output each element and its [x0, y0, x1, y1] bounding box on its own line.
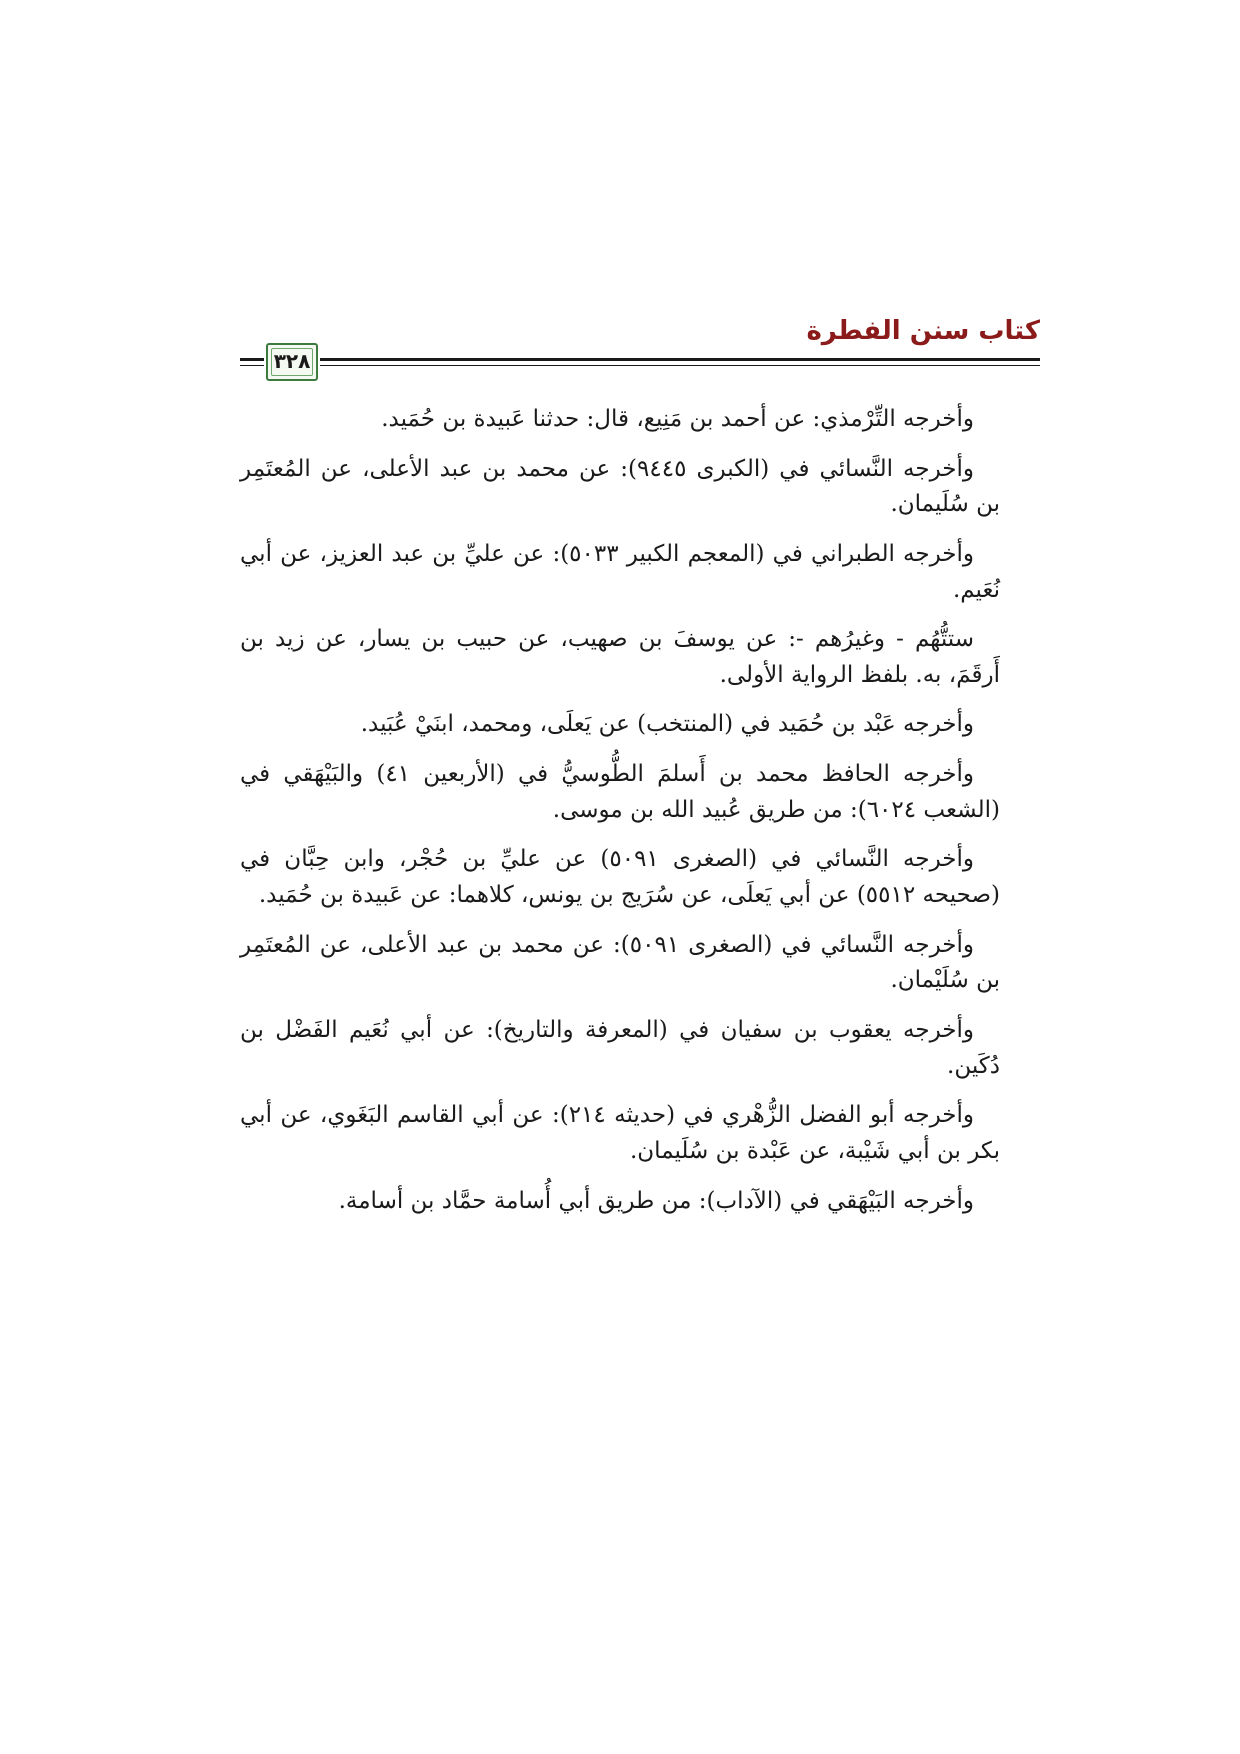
header-rule-short-top — [240, 358, 264, 361]
paragraph: وأخرجه عَبْد بن حُمَيد في (المنتخب) عن يَعلَى، ومحمد، ابنَيْ عُبَيد. — [360, 711, 974, 738]
paragraph: وأخرجه الحافظ محمد بن أَسلمَ الطُّوسيُّ في (الأربعين ٤١) والبَيْهَقي في (الشعب ٦٠٢٤): من طريق عُبيد الله بن موسى. — [240, 761, 1000, 823]
page-number: ٣٢٨ — [273, 349, 311, 373]
header-rule-bottom — [320, 365, 1040, 366]
paragraph: وأخرجه النَّسائي في (الصغرى ٥٠٩١) عن عليِّ بن حُجْر، وابن حِبَّان في (صحيحه ٥٥١٢) عن أبي يَعلَى، عن سُرَيج بن يونس، كلاهما: عن عَبيدة بن حُمَيد. — [240, 846, 1000, 909]
paragraph: وأخرجه أبو الفضل الزُّهْري في (حديثه ٢١٤): عن أبي القاسم البَغَوي، عن أبي بكر بن أبي شَيْبة، عن عَبْدة بن سُلَيمان. — [240, 1102, 1000, 1164]
paragraph: وأخرجه يعقوب بن سفيان في (المعرفة والتاريخ): عن أبي نُعَيم الفَضْل بن دُكَين. — [240, 1016, 1000, 1079]
paragraph: وأخرجه البَيْهَقي في (الآداب): من طريق أبي أُسامة حمَّاد بن أسامة. — [338, 1187, 974, 1214]
paragraph: وأخرجه النَّسائي في (الكبرى ٩٤٤٥): عن محمد بن عبد الأعلى، عن المُعتَمِر بن سُلَيمان. — [240, 455, 1000, 518]
header-rule-short-bottom — [240, 365, 264, 366]
page-header — [240, 316, 1040, 386]
paragraph: وأخرجه التِّرْمذي: عن أحمد بن مَنِيع، قال: حدثنا عَبيدة بن حُمَيد. — [381, 406, 974, 432]
paragraph: وأخرجه الطبراني في (المعجم الكبير ٥٠٣٣): عن عليِّ بن عبد العزيز، عن أبي نُعَيم. — [240, 540, 1000, 603]
page-body — [240, 402, 1000, 1233]
page-number-frame — [266, 343, 318, 381]
header-rule-top — [320, 358, 1040, 361]
paragraph: ستتُّهُم - وغيرُهم -: عن يوسفَ بن صهيب، عن حبيب بن يسار، عن زيد بن أَرقَمَ، به. بلفظ الرواية الأولى. — [240, 626, 1000, 688]
paragraph: وأخرجه النَّسائي في (الصغرى ٥٠٩١): عن محمد بن عبد الأعلى، عن المُعتَمِر بن سُلَيْمان. — [240, 931, 1000, 994]
book-title: كتاب سنن الفطرة — [806, 316, 1040, 346]
